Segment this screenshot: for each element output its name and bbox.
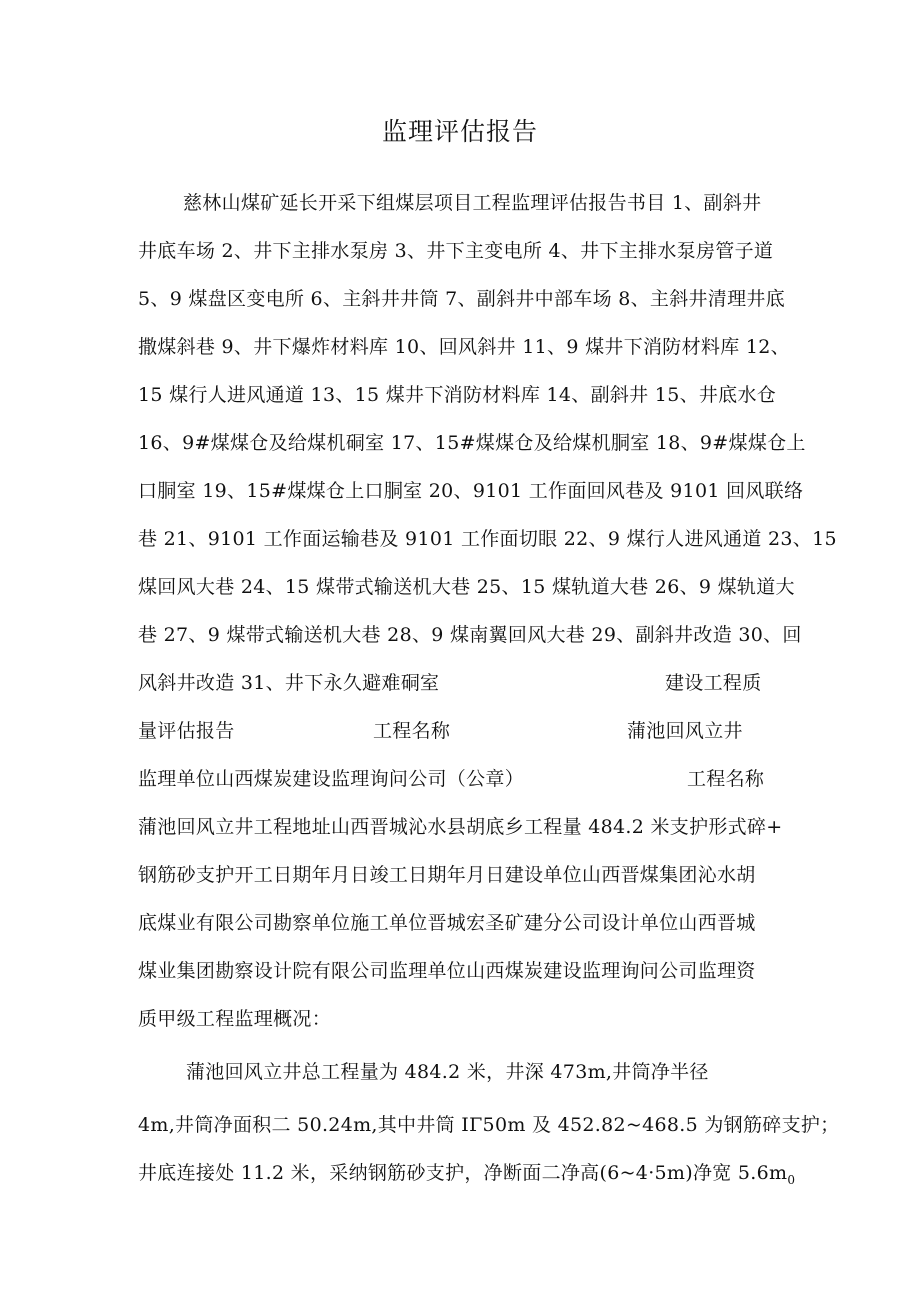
body-line: 煤回风大巷 24、15 煤带式输送机大巷 25、15 煤轨道大巷 26、9 煤轨道大 <box>138 576 795 598</box>
body-line-text: 井底连接处 11.2 米，采纳钢筋砂支护，净断面二净高(6~4·5m)净宽 5.6m <box>138 1162 788 1184</box>
body-line: 煤业集团勘察设计院有限公司监理单位山西煤炭建设监理询问公司监理资 <box>138 960 756 982</box>
body-line: 4m,井筒净面积二 50.24m,其中井筒 IΓ50m 及 452.82~468.5 为钢筋碎支护； <box>138 1114 840 1136</box>
body-line-right: 建设工程质 <box>665 672 762 694</box>
page-title: 监理评估报告 <box>381 117 538 146</box>
body-line: 15 煤行人进风通道 13、15 煤井下消防材料库 14、副斜井 15、井底水仓 <box>138 384 777 406</box>
body-line: 监理单位山西煤炭建设监理询问公司（公章） <box>138 768 525 790</box>
body-line: 钢筋砂支护开工日期年月日竣工日期年月日建设单位山西晋煤集团沁水胡 <box>138 864 756 886</box>
body-line: 巷 27、9 煤带式输送机大巷 28、9 煤南翼回风大巷 29、副斜井改造 30、回 <box>138 624 802 646</box>
body-line: 巷 21、9101 工作面运输巷及 9101 工作面切眼 22、9 煤行人进风通道 23、15 <box>138 528 837 550</box>
subscript: 0 <box>787 1172 796 1187</box>
body-line: 量评估报告 <box>138 720 235 742</box>
body-line: 撒煤斜巷 9、井下爆炸材料库 10、回风斜井 11、9 煤井下消防材料库 12、 <box>138 336 790 358</box>
body-line: 井底车场 2、井下主排水泵房 3、井下主变电所 4、井下主排水泵房管子道 <box>138 240 774 262</box>
body-line: 质甲级工程监理概况： <box>138 1008 332 1030</box>
field-label: 工程名称 <box>687 768 765 790</box>
body-line: 口胴室 19、15#煤煤仓上口胴室 20、9101 工作面回风巷及 9101 回风联络 <box>138 480 804 502</box>
body-line: 蒲池回风立井总工程量为 484.2 米，井深 473m,井筒净半径 <box>186 1061 709 1083</box>
body-line: 慈林山煤矿延长开采下组煤层项目工程监理评估报告书目 1、副斜井 <box>183 192 762 214</box>
field-value: 蒲池回风立井 <box>627 720 743 742</box>
body-line: 5、9 煤盘区变电所 6、主斜井井筒 7、副斜井中部车场 8、主斜井清理井底 <box>138 288 786 310</box>
body-line: 16、9#煤煤仓及给煤机硐室 17、15#煤煤仓及给煤机胴室 18、9#煤煤仓上 <box>138 432 806 454</box>
body-line: 蒲池回风立井工程地址山西晋城沁水县胡底乡工程量 484.2 米支护形式碎+ <box>138 816 783 838</box>
field-label: 工程名称 <box>373 720 451 742</box>
body-line: 底煤业有限公司勘察单位施工单位晋城宏圣矿建分公司设计单位山西晋城 <box>138 912 756 934</box>
body-line <box>138 1158 795 1187</box>
body-line: 风斜井改造 31、井下永久避难硐室 <box>138 672 440 694</box>
